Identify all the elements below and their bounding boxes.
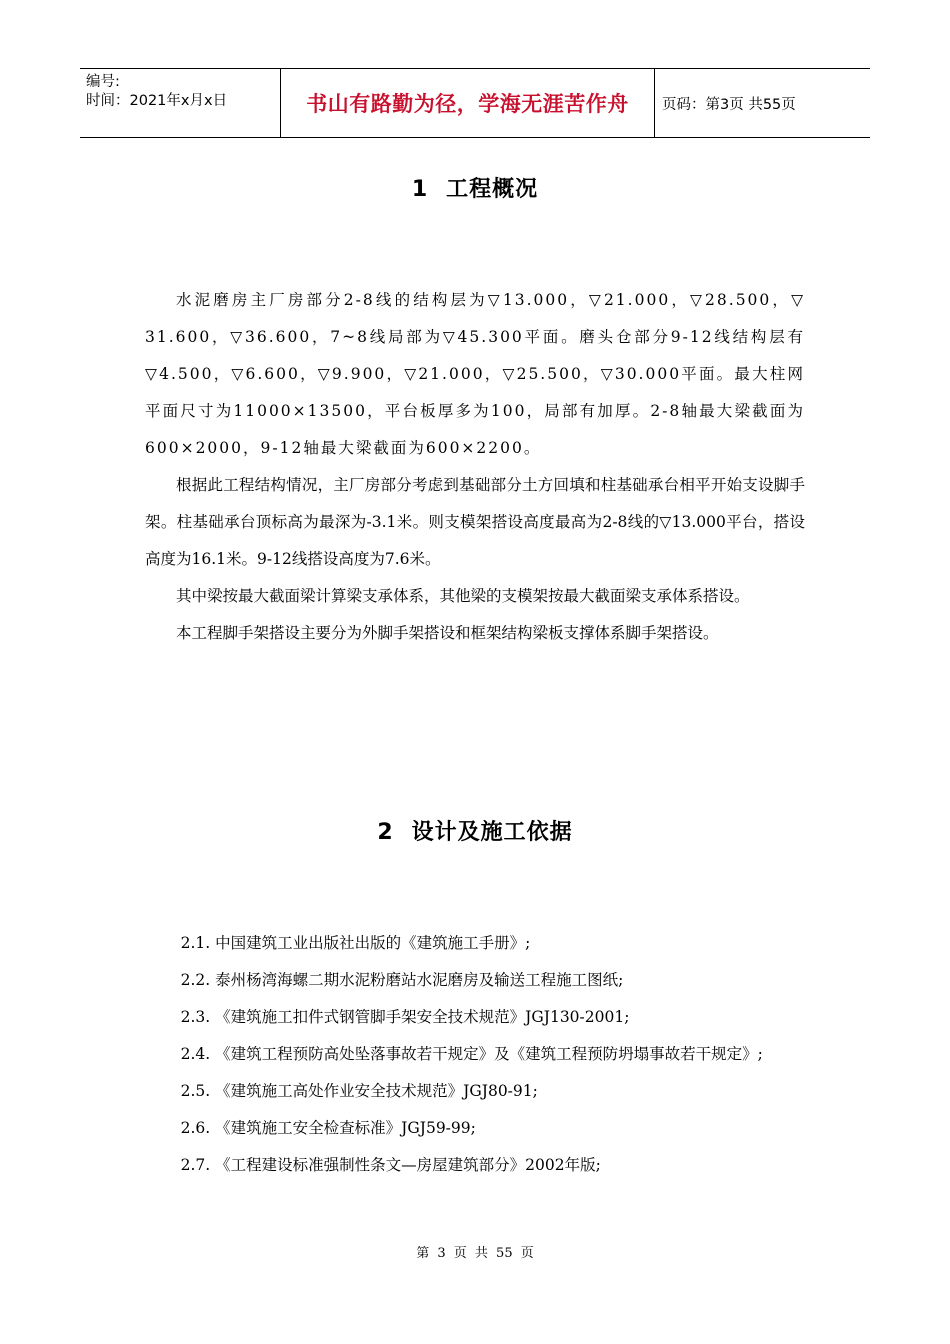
number-label: 编号: [86,74,120,90]
section-1-number: 1 [411,177,429,202]
section-1-title: 工程概况 [446,177,539,202]
list-item: 2.7. 《工程建设标准强制性条文—房屋建筑部分》2002年版; [180,1156,601,1174]
section-1-paragraph: 根据此工程结构情况，主厂房部分考虑到基础部分土方回填和柱基础承台相平开始支设脚手架。柱基础承台顶标高为最深为-3.1米。则支模架搭设高度最高为2-8线的▽13.000平台，搭设高度为16.1米。9-12线搭设高度为7.6米。 [145,476,805,568]
section-1-paragraph: 本工程脚手架搭设主要分为外脚手架搭设和框架结构梁板支撑体系脚手架搭设。 [176,624,719,642]
section-2-heading [0,815,950,846]
list-item: 2.3. 《建筑施工扣件式钢管脚手架安全技术规范》JGJ130-2001; [180,1008,630,1026]
page-header [80,68,870,138]
page-footer: 第 3 页 共 55 页 [416,1246,534,1261]
header-motto: 书山有路勤为径，学海无涯苦作舟 [280,69,655,137]
time-label: 时间：2021年x月x日 [86,93,228,109]
section-1-paragraph: 其中梁按最大截面梁计算梁支承体系，其他梁的支模架按最大截面梁支承体系搭设。 [176,587,750,605]
list-item: 2.6. 《建筑施工安全检查标准》JGJ59-99; [180,1119,476,1137]
list-item: 2.4. 《建筑工程预防高处坠落事故若干规定》及《建筑工程预防坍塌事故若干规定》; [180,1045,763,1063]
section-1-body [145,282,805,652]
section-1-paragraph: 水泥磨房主厂房部分2-8线的结构层为▽13.000，▽21.000，▽28.500，▽ 31.600，▽36.600，7~8线局部为▽45.300平面。磨头仓部分9-12线结构层有▽4.500，▽6.600，▽9.900，▽21.000，▽25.500，▽30.000平面。最大柱网平面尺寸为11000×13500，平台板厚多为100，局部有加厚。2-8轴最大梁截面为600×2000，9-12轴最大梁截面为600×2200。 [145,291,805,457]
header-page-code: 页码：第3页 共55页 [662,96,796,113]
section-2-title: 设计及施工依据 [411,820,573,845]
list-item: 2.2. 泰州杨湾海螺二期水泥粉磨站水泥磨房及输送工程施工图纸; [180,971,624,989]
header-meta [80,69,280,137]
list-item: 2.5. 《建筑施工高处作业安全技术规范》JGJ80-91; [180,1082,538,1100]
section-2-list [145,925,805,1184]
section-1-heading [0,172,950,203]
list-item: 2.1. 中国建筑工业出版社出版的《建筑施工手册》; [180,934,531,952]
section-2-number: 2 [377,820,394,845]
